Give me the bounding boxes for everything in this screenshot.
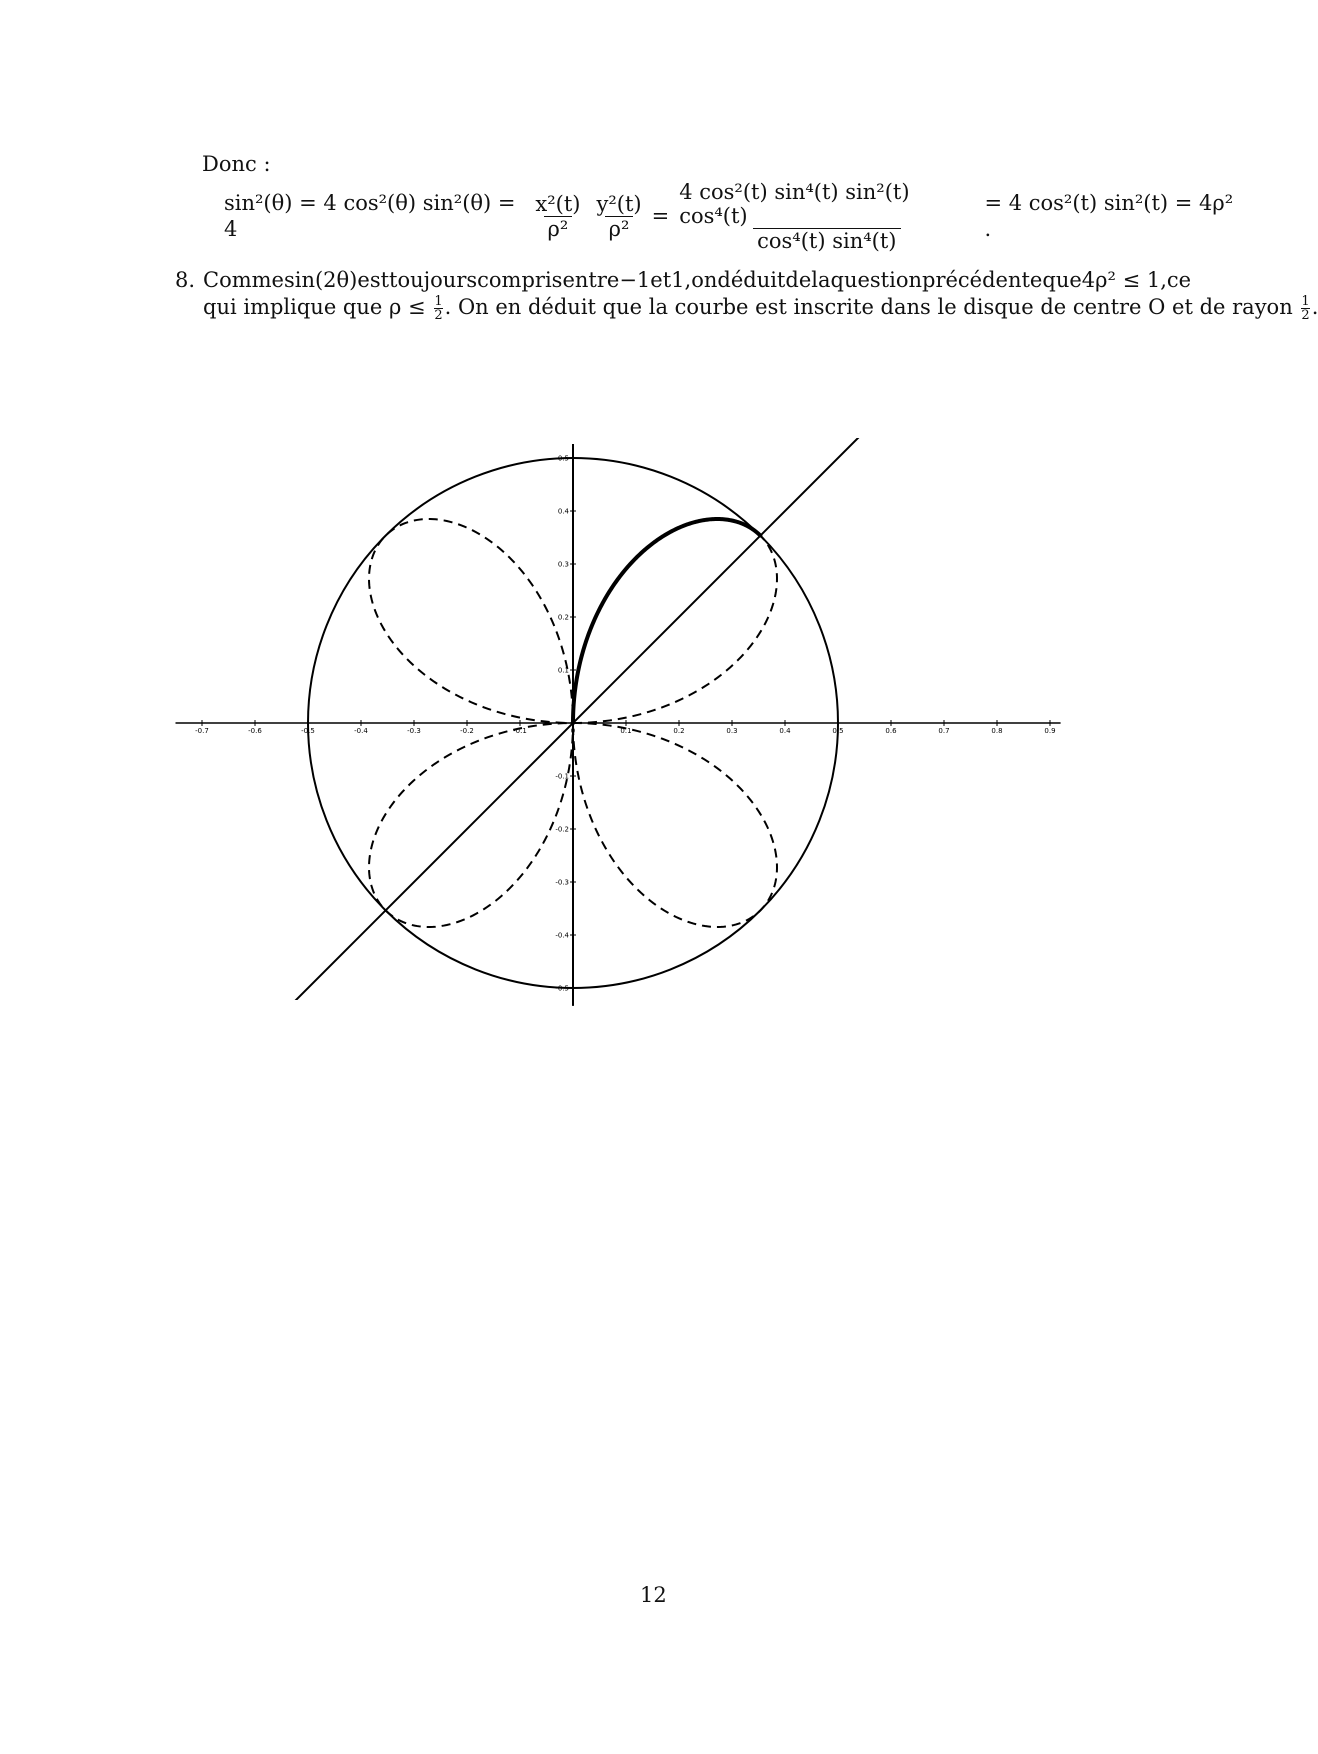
- line1-word: précédente: [922, 268, 1043, 292]
- fraction-denominator: 2: [1301, 308, 1310, 323]
- line1-word: déduit: [717, 268, 786, 292]
- line1-word: ce: [1166, 268, 1192, 292]
- x-tick-label: -0.1: [513, 727, 527, 735]
- x-tick-label: -0.6: [248, 727, 262, 735]
- fraction-numerator: 1: [434, 294, 443, 309]
- line1-word: sin(2θ): [283, 268, 358, 292]
- y-tick-label: -0.5: [555, 984, 569, 993]
- x-tick-label: 0.4: [779, 727, 791, 735]
- fraction-denominator: 2: [434, 308, 443, 323]
- x-tick-label: 0.2: [673, 727, 685, 735]
- line1-word: et: [650, 268, 672, 292]
- line1-word: toujours: [389, 268, 478, 292]
- x-tick-label: 0.6: [885, 727, 897, 735]
- line2-text-b: . On en déduit que la courbe est inscrite dans le disque de centre O et de rayon: [444, 295, 1293, 319]
- x-tick-label: 0.9: [1044, 727, 1056, 735]
- x-tick-label: -0.7: [195, 727, 209, 735]
- item-number: 8.: [175, 268, 196, 292]
- y-tick-label: 0.5: [557, 454, 569, 463]
- x-tick-label: 0.5: [832, 727, 844, 735]
- x-tick-label: -0.3: [407, 727, 421, 735]
- y-tick-label: -0.4: [555, 931, 569, 940]
- line1-word: que: [1042, 268, 1082, 292]
- line1-word: −1: [619, 268, 651, 292]
- fraction-denominator: cos⁴(t) sin⁴(t): [753, 228, 900, 253]
- equation-lhs: sin²(θ) = 4 cos²(θ) sin²(θ) = 4: [224, 191, 516, 241]
- y-tick-label: 0.4: [557, 507, 569, 516]
- x-tick-label: -0.5: [301, 727, 315, 735]
- equation-rhs: = 4 cos²(t) sin²(t) = 4ρ² .: [984, 191, 1234, 241]
- fraction-numerator: y²(t): [596, 191, 642, 216]
- y-tick-label: -0.2: [555, 825, 569, 834]
- line2-text-a: qui implique que ρ ≤: [203, 295, 426, 319]
- equals-sign: =: [651, 204, 670, 228]
- page-number: 12: [640, 1583, 667, 1607]
- line1-word: est: [357, 268, 390, 292]
- line1-word: question: [830, 268, 922, 292]
- fraction-numerator: x²(t): [535, 191, 581, 216]
- y-tick-label: 0.1: [557, 666, 569, 675]
- fraction-denominator: ρ²: [544, 216, 573, 241]
- x-tick-label: -0.4: [354, 727, 368, 735]
- fraction-denominator: ρ²: [605, 216, 634, 241]
- line1-word: on: [691, 268, 718, 292]
- line1-word: 1,: [671, 268, 692, 292]
- line1-word: compris: [477, 268, 563, 292]
- x-tick-label: 0: [570, 727, 576, 735]
- bold-arc: [573, 519, 760, 723]
- y-tick-label: -0.3: [555, 878, 569, 887]
- fraction-numerator: 1: [1301, 294, 1310, 309]
- x-tick-label: 0.7: [938, 727, 950, 735]
- donc-label: Donc :: [202, 152, 271, 176]
- line1-word: entre: [562, 268, 620, 292]
- y-tick-label: 0.2: [557, 613, 569, 622]
- line1-word: 4ρ² ≤ 1,: [1081, 268, 1167, 292]
- line2-period: .: [1311, 295, 1318, 319]
- x-tick-label: 0.8: [991, 727, 1003, 735]
- y-tick-label: -0.1: [555, 772, 569, 781]
- line1-word: de: [785, 268, 812, 292]
- line1-word: Comme: [203, 268, 284, 292]
- x-tick-label: -0.2: [460, 727, 474, 735]
- line-y-equals-x: [282, 326, 971, 1015]
- x-tick-label: 0.1: [620, 727, 632, 735]
- fraction-half-radius: [1301, 295, 1309, 322]
- x-tick-label: 0.3: [726, 727, 738, 735]
- y-tick-label: 0.3: [557, 560, 569, 569]
- line1-word: la: [811, 268, 831, 292]
- fraction-numerator: 4 cos²(t) sin⁴(t) sin²(t) cos⁴(t): [679, 179, 910, 228]
